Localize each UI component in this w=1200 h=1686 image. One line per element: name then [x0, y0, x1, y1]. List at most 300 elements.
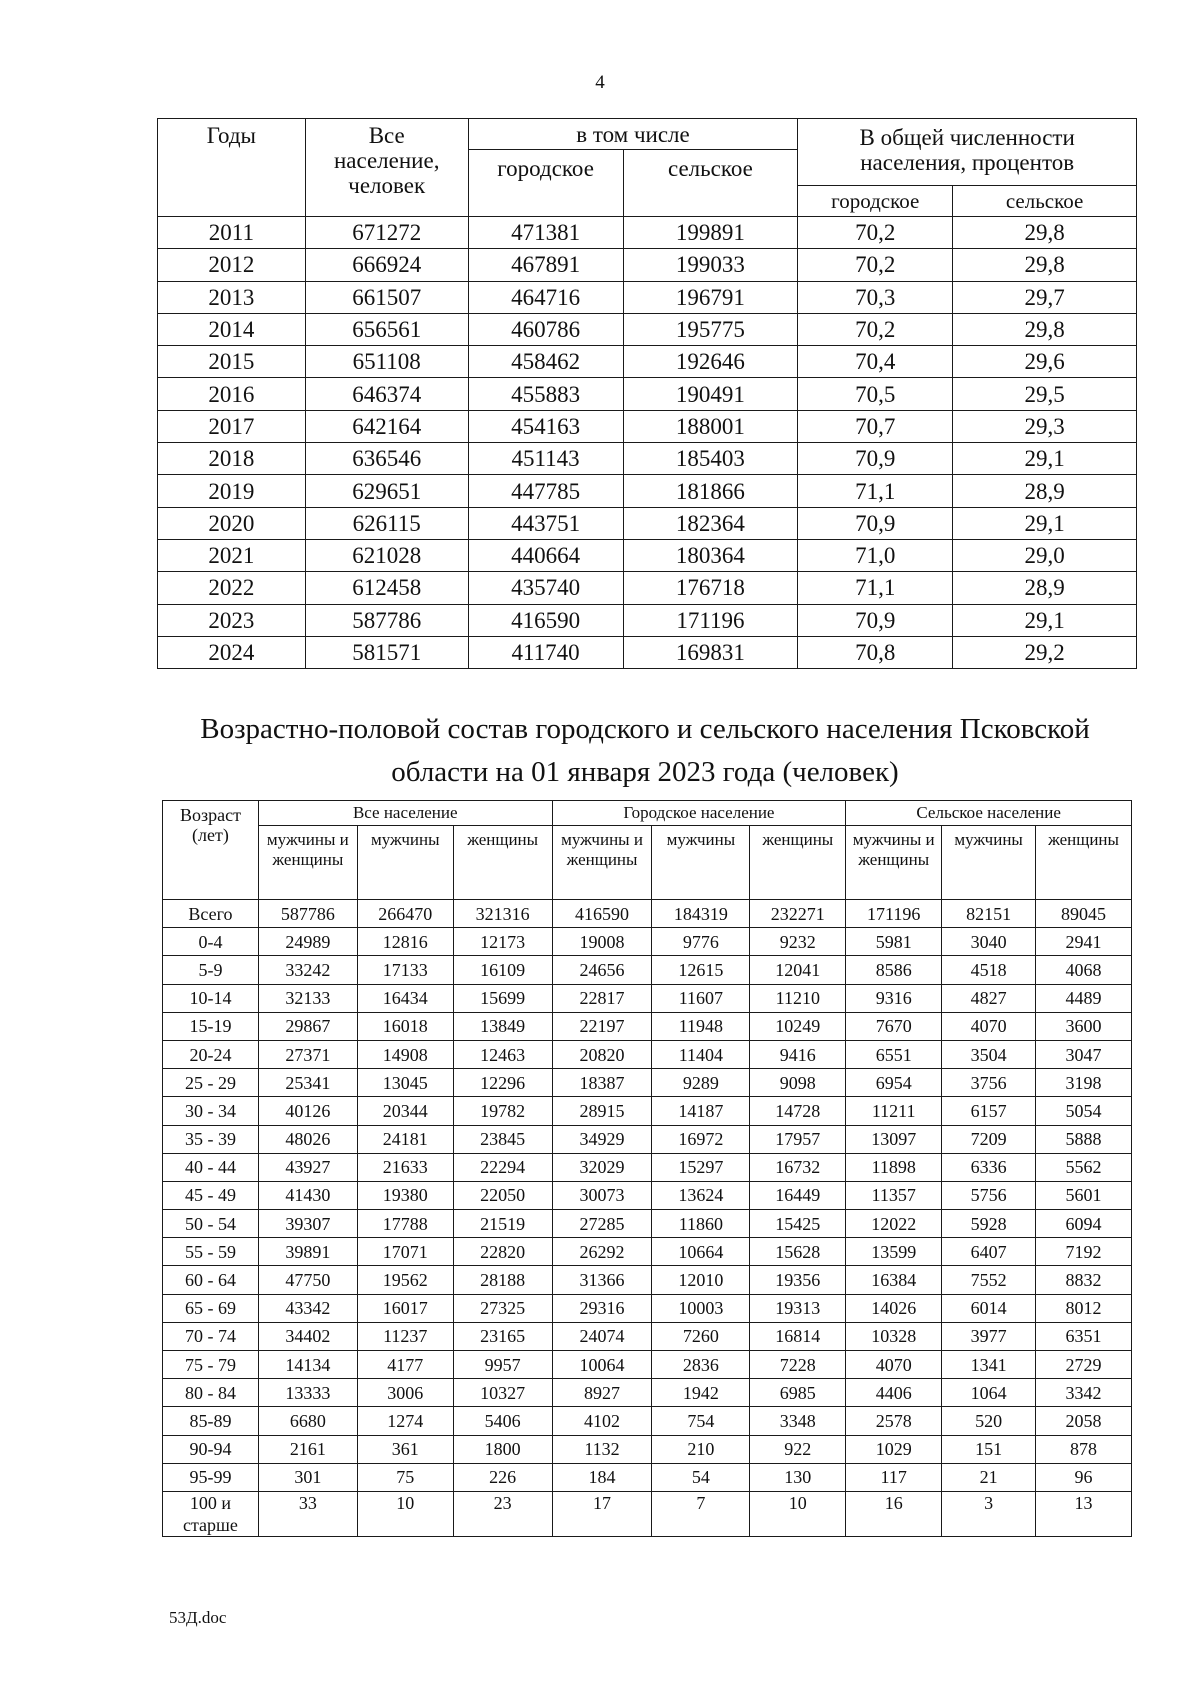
cell-value: 5406: [453, 1407, 552, 1435]
cell-value: 22817: [552, 984, 652, 1012]
header-total: Все население, человек: [305, 119, 468, 217]
cell-total: 651108: [305, 346, 468, 378]
cell-value: 5562: [1036, 1153, 1132, 1181]
table2-body: [163, 900, 1132, 1537]
cell-age: 25 - 29: [163, 1069, 259, 1097]
cell-value: 21519: [453, 1210, 552, 1238]
cell-value: 3: [942, 1491, 1036, 1536]
cell-value: 11210: [750, 984, 846, 1012]
cell-value: 19782: [453, 1097, 552, 1125]
cell-value: 2941: [1036, 928, 1132, 956]
cell-value: 15297: [652, 1153, 750, 1181]
cell-value: 4518: [942, 956, 1036, 984]
cell-value: 184319: [652, 900, 750, 928]
table-row: [158, 539, 1137, 571]
cell-value: 16434: [357, 984, 453, 1012]
cell-age: 75 - 79: [163, 1351, 259, 1379]
cell-value: 39891: [258, 1238, 357, 1266]
cell-value: 11211: [846, 1097, 942, 1125]
cell-value: 22197: [552, 1012, 652, 1040]
cell-value: 39307: [258, 1210, 357, 1238]
cell-value: 8012: [1036, 1294, 1132, 1322]
cell-share-urban: 71,1: [798, 572, 953, 604]
cell-year: 2024: [158, 636, 306, 668]
header-rural: сельское: [623, 150, 798, 217]
cell-value: 2836: [652, 1351, 750, 1379]
cell-value: 3040: [942, 928, 1036, 956]
cell-value: 19380: [357, 1181, 453, 1209]
cell-value: 10328: [846, 1322, 942, 1350]
cell-year: 2013: [158, 281, 306, 313]
cell-share-urban: 70,7: [798, 410, 953, 442]
header-women: женщины: [750, 826, 846, 900]
cell-value: 43927: [258, 1153, 357, 1181]
cell-value: 361: [357, 1435, 453, 1463]
cell-value: 10: [357, 1491, 453, 1536]
cell-value: 15425: [750, 1210, 846, 1238]
cell-age: 30 - 34: [163, 1097, 259, 1125]
cell-total: 656561: [305, 313, 468, 345]
cell-value: 9316: [846, 984, 942, 1012]
table-row: [163, 1012, 1132, 1040]
cell-share-urban: 70,9: [798, 507, 953, 539]
cell-value: 89045: [1036, 900, 1132, 928]
cell-value: 32133: [258, 984, 357, 1012]
population-by-year-table: [157, 118, 1137, 669]
cell-value: 11607: [652, 984, 750, 1012]
cell-value: 11404: [652, 1040, 750, 1068]
cell-share-urban: 70,9: [798, 443, 953, 475]
cell-value: 82151: [942, 900, 1036, 928]
header-women: женщины: [453, 826, 552, 900]
cell-value: 5756: [942, 1181, 1036, 1209]
cell-value: 16: [846, 1491, 942, 1536]
table-row: [163, 956, 1132, 984]
cell-value: 9289: [652, 1069, 750, 1097]
cell-value: 33: [258, 1491, 357, 1536]
cell-value: 17071: [357, 1238, 453, 1266]
page-number: 4: [595, 72, 605, 93]
cell-value: 11357: [846, 1181, 942, 1209]
cell-rural: 199033: [623, 249, 798, 281]
cell-rural: 195775: [623, 313, 798, 345]
cell-value: 8832: [1036, 1266, 1132, 1294]
cell-value: 17957: [750, 1125, 846, 1153]
cell-share-rural: 29,8: [953, 217, 1137, 249]
cell-year: 2015: [158, 346, 306, 378]
table-row: [163, 1266, 1132, 1294]
header-women: женщины: [1036, 826, 1132, 900]
cell-age: 10-14: [163, 984, 259, 1012]
cell-value: 13097: [846, 1125, 942, 1153]
cell-value: 34402: [258, 1322, 357, 1350]
cell-value: 16972: [652, 1125, 750, 1153]
cell-value: 27371: [258, 1040, 357, 1068]
table-row: [163, 1125, 1132, 1153]
cell-value: 9776: [652, 928, 750, 956]
cell-value: 6954: [846, 1069, 942, 1097]
cell-share-rural: 29,7: [953, 281, 1137, 313]
cell-value: 19008: [552, 928, 652, 956]
cell-value: 14187: [652, 1097, 750, 1125]
cell-urban: 467891: [468, 249, 623, 281]
table-row: [158, 346, 1137, 378]
cell-share-rural: 29,3: [953, 410, 1137, 442]
cell-value: 5601: [1036, 1181, 1132, 1209]
cell-value: 3198: [1036, 1069, 1132, 1097]
cell-value: 13849: [453, 1012, 552, 1040]
cell-value: 3348: [750, 1407, 846, 1435]
cell-year: 2022: [158, 572, 306, 604]
cell-value: 10327: [453, 1379, 552, 1407]
cell-value: 4102: [552, 1407, 652, 1435]
cell-rural: 192646: [623, 346, 798, 378]
cell-value: 14026: [846, 1294, 942, 1322]
cell-rural: 176718: [623, 572, 798, 604]
table1-body: [158, 217, 1137, 669]
cell-urban: 455883: [468, 378, 623, 410]
cell-value: 15699: [453, 984, 552, 1012]
cell-value: 4406: [846, 1379, 942, 1407]
cell-value: 22294: [453, 1153, 552, 1181]
table-row: [158, 507, 1137, 539]
cell-value: 15628: [750, 1238, 846, 1266]
cell-value: 24989: [258, 928, 357, 956]
cell-value: 4070: [846, 1351, 942, 1379]
cell-value: 11237: [357, 1322, 453, 1350]
cell-value: 12615: [652, 956, 750, 984]
cell-value: 31366: [552, 1266, 652, 1294]
header-both-sexes: мужчины и женщины: [846, 826, 942, 900]
cell-total: 629651: [305, 475, 468, 507]
cell-value: 321316: [453, 900, 552, 928]
cell-share-rural: 29,2: [953, 636, 1137, 668]
cell-value: 40126: [258, 1097, 357, 1125]
cell-value: 23165: [453, 1322, 552, 1350]
cell-value: 11860: [652, 1210, 750, 1238]
cell-urban: 440664: [468, 539, 623, 571]
cell-value: 19356: [750, 1266, 846, 1294]
cell-age: 95-99: [163, 1463, 259, 1491]
cell-value: 11898: [846, 1153, 942, 1181]
header-urban: городское: [468, 150, 623, 217]
cell-value: 130: [750, 1463, 846, 1491]
cell-total: 636546: [305, 443, 468, 475]
cell-value: 266470: [357, 900, 453, 928]
cell-value: 210: [652, 1435, 750, 1463]
cell-value: 8927: [552, 1379, 652, 1407]
cell-rural: 199891: [623, 217, 798, 249]
cell-value: 9416: [750, 1040, 846, 1068]
cell-year: 2019: [158, 475, 306, 507]
cell-value: 6551: [846, 1040, 942, 1068]
cell-value: 1274: [357, 1407, 453, 1435]
cell-value: 13: [1036, 1491, 1132, 1536]
cell-value: 23: [453, 1491, 552, 1536]
cell-value: 28188: [453, 1266, 552, 1294]
cell-value: 2729: [1036, 1351, 1132, 1379]
cell-value: 878: [1036, 1435, 1132, 1463]
cell-total: 612458: [305, 572, 468, 604]
cell-share-urban: 71,1: [798, 475, 953, 507]
cell-total: 621028: [305, 539, 468, 571]
table-row: [163, 928, 1132, 956]
cell-value: 48026: [258, 1125, 357, 1153]
cell-urban: 451143: [468, 443, 623, 475]
header-share-urban: городское: [798, 186, 953, 217]
cell-value: 11948: [652, 1012, 750, 1040]
cell-value: 7209: [942, 1125, 1036, 1153]
cell-urban: 464716: [468, 281, 623, 313]
table-row: [163, 1379, 1132, 1407]
cell-value: 14908: [357, 1040, 453, 1068]
cell-value: 96: [1036, 1463, 1132, 1491]
header-group-rural: Сельское население: [846, 801, 1132, 826]
cell-value: 16109: [453, 956, 552, 984]
cell-value: 16018: [357, 1012, 453, 1040]
cell-share-urban: 70,2: [798, 217, 953, 249]
cell-value: 28915: [552, 1097, 652, 1125]
header-men: мужчины: [942, 826, 1036, 900]
cell-value: 21633: [357, 1153, 453, 1181]
cell-total: 581571: [305, 636, 468, 668]
cell-age: 55 - 59: [163, 1238, 259, 1266]
cell-value: 2058: [1036, 1407, 1132, 1435]
cell-urban: 454163: [468, 410, 623, 442]
cell-value: 232271: [750, 900, 846, 928]
cell-value: 184: [552, 1463, 652, 1491]
cell-value: 13599: [846, 1238, 942, 1266]
cell-total: 666924: [305, 249, 468, 281]
cell-value: 20820: [552, 1040, 652, 1068]
cell-value: 21: [942, 1463, 1036, 1491]
table-row: [158, 249, 1137, 281]
cell-value: 3504: [942, 1040, 1036, 1068]
cell-value: 19313: [750, 1294, 846, 1322]
cell-urban: 443751: [468, 507, 623, 539]
cell-value: 7228: [750, 1351, 846, 1379]
cell-year: 2017: [158, 410, 306, 442]
table-row: [158, 217, 1137, 249]
cell-value: 6985: [750, 1379, 846, 1407]
cell-value: 22820: [453, 1238, 552, 1266]
cell-value: 6157: [942, 1097, 1036, 1125]
cell-year: 2023: [158, 604, 306, 636]
cell-value: 8586: [846, 956, 942, 984]
subheader-row: [163, 826, 1132, 900]
cell-value: 27285: [552, 1210, 652, 1238]
cell-rural: 169831: [623, 636, 798, 668]
cell-rural: 185403: [623, 443, 798, 475]
cell-value: 4489: [1036, 984, 1132, 1012]
cell-share-rural: 29,5: [953, 378, 1137, 410]
cell-value: 22050: [453, 1181, 552, 1209]
cell-value: 54: [652, 1463, 750, 1491]
cell-value: 13045: [357, 1069, 453, 1097]
cell-value: 25341: [258, 1069, 357, 1097]
cell-total: 587786: [305, 604, 468, 636]
cell-rural: 180364: [623, 539, 798, 571]
cell-value: 14728: [750, 1097, 846, 1125]
cell-value: 226: [453, 1463, 552, 1491]
cell-rural: 190491: [623, 378, 798, 410]
table-row: [158, 443, 1137, 475]
cell-age: 90-94: [163, 1435, 259, 1463]
table-row: [158, 313, 1137, 345]
cell-value: 13624: [652, 1181, 750, 1209]
cell-value: 23845: [453, 1125, 552, 1153]
cell-value: 7: [652, 1491, 750, 1536]
cell-rural: 182364: [623, 507, 798, 539]
cell-value: 41430: [258, 1181, 357, 1209]
cell-value: 16732: [750, 1153, 846, 1181]
cell-value: 520: [942, 1407, 1036, 1435]
cell-value: 75: [357, 1463, 453, 1491]
table-row: [158, 572, 1137, 604]
header-share-rural: сельское: [953, 186, 1137, 217]
cell-value: 10249: [750, 1012, 846, 1040]
cell-value: 9098: [750, 1069, 846, 1097]
cell-value: 922: [750, 1435, 846, 1463]
cell-value: 5054: [1036, 1097, 1132, 1125]
cell-value: 17: [552, 1491, 652, 1536]
cell-value: 29867: [258, 1012, 357, 1040]
cell-age: 40 - 44: [163, 1153, 259, 1181]
cell-value: 1064: [942, 1379, 1036, 1407]
cell-value: 7260: [652, 1322, 750, 1350]
cell-age: 85-89: [163, 1407, 259, 1435]
cell-total: 671272: [305, 217, 468, 249]
cell-value: 754: [652, 1407, 750, 1435]
cell-total: 661507: [305, 281, 468, 313]
cell-year: 2018: [158, 443, 306, 475]
cell-value: 4068: [1036, 956, 1132, 984]
table-row: [163, 1463, 1132, 1491]
cell-total: 646374: [305, 378, 468, 410]
cell-value: 1942: [652, 1379, 750, 1407]
cell-age: 65 - 69: [163, 1294, 259, 1322]
table-row: [163, 1407, 1132, 1435]
cell-share-urban: 70,3: [798, 281, 953, 313]
cell-value: 16449: [750, 1181, 846, 1209]
cell-age: Всего: [163, 900, 259, 928]
cell-urban: 458462: [468, 346, 623, 378]
cell-share-rural: 29,8: [953, 249, 1137, 281]
cell-share-urban: 70,5: [798, 378, 953, 410]
cell-share-rural: 29,6: [953, 346, 1137, 378]
cell-value: 1029: [846, 1435, 942, 1463]
table-row: [158, 475, 1137, 507]
cell-year: 2014: [158, 313, 306, 345]
cell-value: 17788: [357, 1210, 453, 1238]
cell-age: 20-24: [163, 1040, 259, 1068]
cell-value: 5928: [942, 1210, 1036, 1238]
cell-value: 2578: [846, 1407, 942, 1435]
cell-share-urban: 70,4: [798, 346, 953, 378]
header-men: мужчины: [652, 826, 750, 900]
cell-value: 6351: [1036, 1322, 1132, 1350]
cell-share-rural: 29,0: [953, 539, 1137, 571]
cell-rural: 196791: [623, 281, 798, 313]
table-row: [163, 1435, 1132, 1463]
cell-share-rural: 29,1: [953, 507, 1137, 539]
cell-value: 20344: [357, 1097, 453, 1125]
cell-value: 12296: [453, 1069, 552, 1097]
cell-share-rural: 29,1: [953, 604, 1137, 636]
cell-value: 12816: [357, 928, 453, 956]
cell-share-urban: 70,8: [798, 636, 953, 668]
cell-age: 60 - 64: [163, 1266, 259, 1294]
cell-total: 626115: [305, 507, 468, 539]
header-group-all: Все население: [258, 801, 552, 826]
table-row: [163, 1294, 1132, 1322]
cell-age: 35 - 39: [163, 1125, 259, 1153]
cell-value: 1341: [942, 1351, 1036, 1379]
cell-value: 1132: [552, 1435, 652, 1463]
cell-value: 4177: [357, 1351, 453, 1379]
cell-share-rural: 28,9: [953, 572, 1137, 604]
cell-value: 16814: [750, 1322, 846, 1350]
cell-value: 13333: [258, 1379, 357, 1407]
table-row: [158, 410, 1137, 442]
cell-value: 587786: [258, 900, 357, 928]
cell-value: 2161: [258, 1435, 357, 1463]
cell-share-urban: 71,0: [798, 539, 953, 571]
cell-value: 1800: [453, 1435, 552, 1463]
table-row: [163, 1322, 1132, 1350]
cell-value: 3756: [942, 1069, 1036, 1097]
cell-year: 2016: [158, 378, 306, 410]
cell-value: 6014: [942, 1294, 1036, 1322]
cell-total: 642164: [305, 410, 468, 442]
cell-urban: 416590: [468, 604, 623, 636]
cell-value: 24074: [552, 1322, 652, 1350]
cell-value: 24181: [357, 1125, 453, 1153]
cell-value: 12010: [652, 1266, 750, 1294]
table-row: [158, 604, 1137, 636]
cell-value: 12463: [453, 1040, 552, 1068]
cell-value: 14134: [258, 1351, 357, 1379]
cell-value: 5981: [846, 928, 942, 956]
table-row: [163, 1210, 1132, 1238]
cell-value: 301: [258, 1463, 357, 1491]
header-men: мужчины: [357, 826, 453, 900]
cell-value: 10: [750, 1491, 846, 1536]
cell-value: 7552: [942, 1266, 1036, 1294]
cell-value: 7192: [1036, 1238, 1132, 1266]
cell-age: 70 - 74: [163, 1322, 259, 1350]
cell-value: 19562: [357, 1266, 453, 1294]
document-filename: 53Д.doc: [169, 1608, 227, 1627]
cell-age: 50 - 54: [163, 1210, 259, 1238]
cell-rural: 171196: [623, 604, 798, 636]
header-both-sexes: мужчины и женщины: [258, 826, 357, 900]
table-row: [163, 1069, 1132, 1097]
cell-rural: 181866: [623, 475, 798, 507]
cell-value: 47750: [258, 1266, 357, 1294]
cell-share-rural: 29,8: [953, 313, 1137, 345]
cell-age: 5-9: [163, 956, 259, 984]
table-row: [163, 1153, 1132, 1181]
header-both-sexes: мужчины и женщины: [552, 826, 652, 900]
age-sex-structure-table: [162, 800, 1132, 1537]
cell-urban: 471381: [468, 217, 623, 249]
header-including: в том числе: [468, 119, 798, 150]
header-age: Возраст (лет): [163, 801, 259, 900]
table-row: [163, 1097, 1132, 1125]
section-title: Возрастно-половой состав городского и сельского населения Псковской области на 01 января 2023 года (человек): [200, 713, 1090, 788]
table-row: [163, 1181, 1132, 1209]
